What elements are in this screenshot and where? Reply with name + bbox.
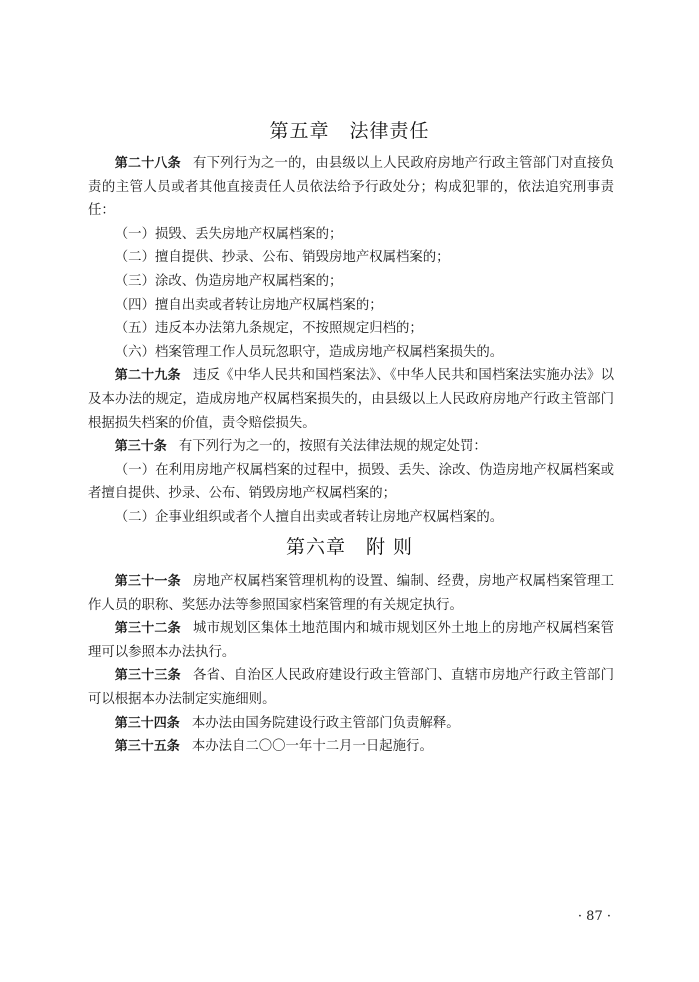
article-31-text: 房地产权属档案管理机构的设置、编制、经费，房地产权属档案管理工作人员的职称、奖惩办法等参照国家档案管理的有关规定执行。 bbox=[88, 574, 614, 613]
article-28-item-6: （六）档案管理工作人员玩忽职守，造成房地产权属档案损失的。 bbox=[114, 344, 504, 360]
chapter5-body bbox=[88, 152, 614, 530]
article-28-number: 第二十八条 bbox=[114, 156, 181, 171]
article-28-item-1: （一）损毁、丢失房地产权属档案的； bbox=[114, 226, 343, 242]
article-35-number: 第三十五条 bbox=[114, 739, 180, 755]
article-29 bbox=[88, 364, 614, 435]
article-28-item-3: （三）涂改、伪造房地产权属档案的； bbox=[114, 273, 343, 289]
article-32-text: 城市规划区集体土地范围内和城市规划区外土地上的房地产权属档案管理可以参照本办法执行。 bbox=[88, 621, 614, 660]
article-28-text: 有下列行为之一的，由县级以上人民政府房地产行政主管部门对直接负责的主管人员或者其他直接责任人员依法给予行政处分；构成犯罪的，依法追究刑事责任： bbox=[88, 156, 614, 219]
article-34-text: 本办法由国务院建设行政主管部门负责解释。 bbox=[191, 715, 460, 731]
article-30-item-1: （一）在利用房地产权属档案的过程中，损毁、丢失、涂改、伪造房地产权属档案或者擅自提供、抄录、公布、销毁房地产权属档案的； bbox=[88, 462, 614, 502]
article-29-text: 违反《中华人民共和国档案法》、《中华人民共和国档案法实施办法》以及本办法的规定，造成房地产权属档案损失的，由县级以上人民政府房地产行政主管部门根据损失档案的价值，责令赔偿损失。 bbox=[88, 368, 614, 431]
article-28-item-5: （五）违反本办法第九条规定，不按照规定归档的； bbox=[114, 321, 423, 337]
article-30-number: 第三十条 bbox=[114, 439, 167, 455]
article-33-number: 第三十三条 bbox=[114, 668, 181, 684]
article-32 bbox=[88, 617, 614, 664]
article-34 bbox=[88, 712, 614, 736]
article-28 bbox=[88, 152, 614, 223]
article-30 bbox=[88, 435, 614, 459]
article-28-item-4: （四）擅自出卖或者转让房地产权属档案的； bbox=[114, 297, 383, 313]
article-28-item-2: （二）擅自提供、抄录、公布、销毁房地产权属档案的； bbox=[114, 250, 450, 266]
article-33-text: 各省、自治区人民政府建设行政主管部门、直辖市房地产行政主管部门可以根据本办法制定实施细则。 bbox=[88, 668, 614, 707]
article-30-item-2: （二）企事业组织或者个人擅自出卖或者转让房地产权属档案的。 bbox=[114, 509, 504, 525]
article-34-number: 第三十四条 bbox=[114, 715, 180, 731]
chapter5-title: 第五章 法律责任 bbox=[269, 120, 430, 142]
article-31 bbox=[88, 570, 614, 617]
article-32-number: 第三十二条 bbox=[114, 621, 181, 637]
article-29-number: 第二十九条 bbox=[114, 368, 181, 384]
article-33 bbox=[88, 664, 614, 711]
chapter6-title: 第六章 附 则 bbox=[285, 536, 414, 558]
chapter6-body bbox=[88, 570, 614, 759]
article-35 bbox=[88, 735, 614, 759]
article-31-number: 第三十一条 bbox=[114, 574, 181, 589]
page-number: · 87 · bbox=[577, 909, 611, 924]
article-30-text: 有下列行为之一的，按照有关法律法规的规定处罚： bbox=[178, 439, 487, 455]
article-35-text: 本办法自二〇〇一年十二月一日起施行。 bbox=[191, 739, 433, 755]
